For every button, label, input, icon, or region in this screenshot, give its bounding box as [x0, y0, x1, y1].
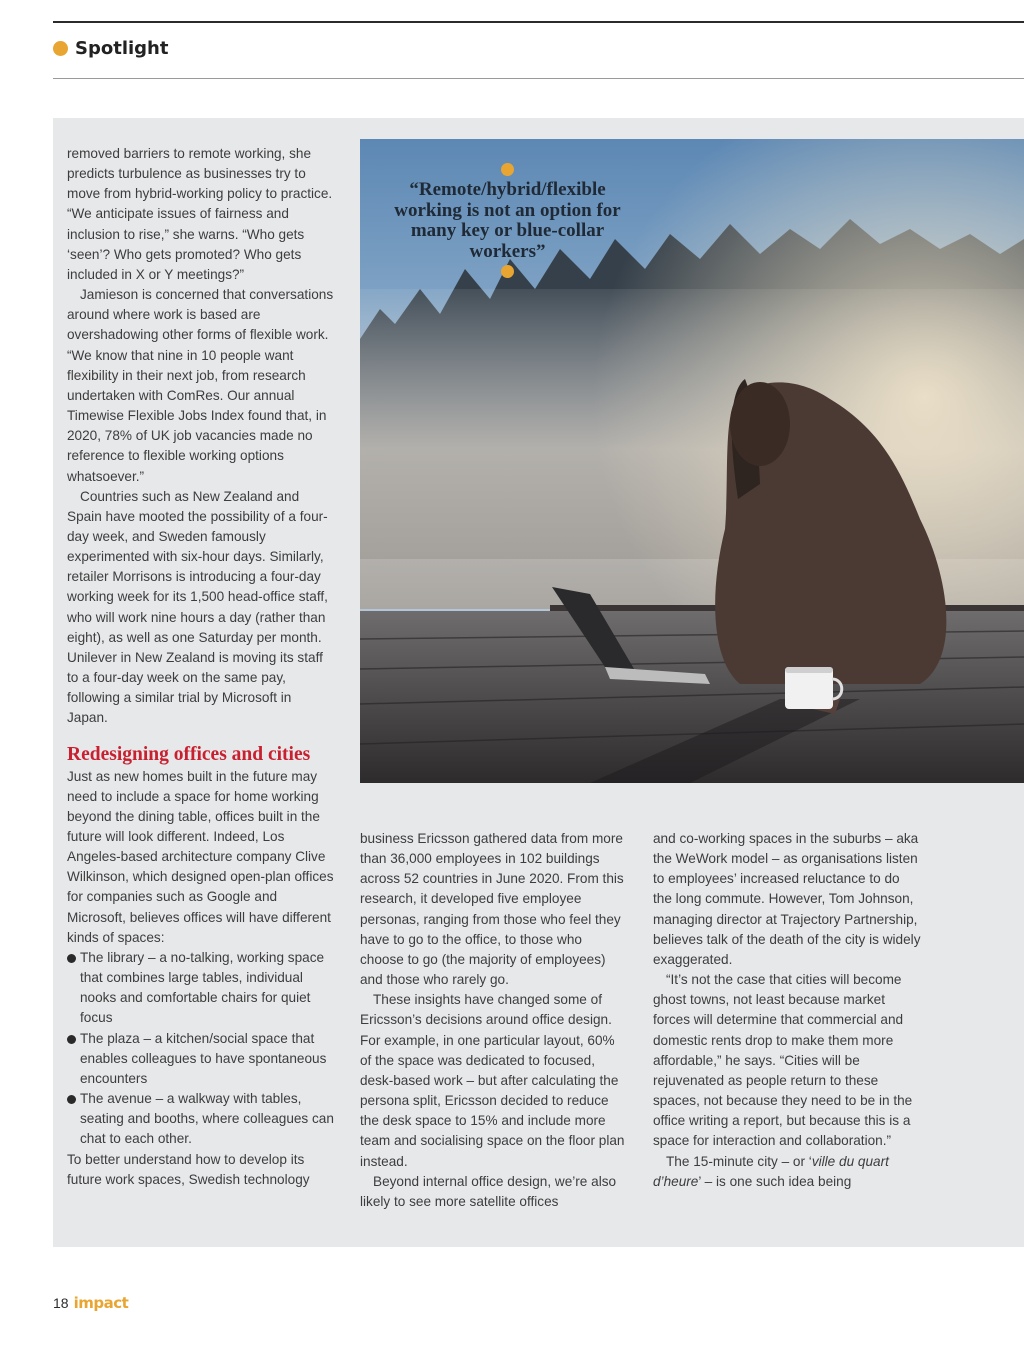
quote-dot-icon	[501, 265, 514, 278]
top-rule	[53, 21, 1024, 23]
page-footer	[53, 1294, 128, 1312]
bullet-item	[67, 948, 335, 1029]
paragraph: These insights have changed some of Ericsson’s decisions around office design. For example, in one particular layout, 60% of the space was dedicated to focused, desk-based work – but after calculating the persona split, Ericsson decided to reduce the desk space to 15% and include more team and socialising space on the floor plan instead.	[360, 992, 625, 1169]
section-dot-icon	[53, 41, 68, 56]
bullet-icon	[67, 1095, 76, 1104]
column-2	[360, 829, 628, 1212]
bullet-item	[67, 1089, 335, 1149]
text-run: The 15-minute city – or ‘	[666, 1153, 812, 1169]
column-3	[653, 829, 921, 1192]
paragraph: To better understand how to develop its future work spaces, Swedish technology	[67, 1151, 310, 1187]
paragraph: and co-working spaces in the suburbs – aka the WeWork model – as organisations listen to employees’ increased reluctance to do the long commute. However, Tom Johnson, managing director at Trajectory Partnership, believes talk of the death of the city is widely exaggerated.	[653, 831, 921, 967]
paragraph	[653, 1152, 921, 1192]
bullet-text: The plaza – a kitchen/social space that enables colleagues to have spontaneous encounters	[80, 1030, 327, 1086]
paragraph: business Ericsson gathered data from more than 36,000 employees in 102 buildings across 52 countries in June 2020. From this research, it developed five employee personas, ranging from those who feel they have to go to the office, to those who choose to go (the majority of employees) and those who rarely go.	[360, 831, 624, 988]
bullet-icon	[67, 954, 76, 963]
bullet-icon	[67, 1035, 76, 1044]
header-rule	[53, 78, 1024, 79]
pull-quote	[385, 163, 630, 278]
text-run-italic: ville du quart d’heure	[653, 1153, 889, 1189]
bullet-text: The library – a no-talking, working space that combines large tables, individual nooks and comfortable chairs for quiet focus	[80, 949, 325, 1026]
subheading: Redesigning offices and cities	[67, 743, 311, 765]
paragraph: Just as new homes built in the future may need to include a space for home working beyond the dining table, offices built in the future will look different. Indeed, Los Angeles-based architecture company Clive Wilkinson, which designed open-plan offices for companies such as Google and Microsoft, believes offices will have different kinds of spaces:	[67, 768, 334, 945]
pull-quote-text: “Remote/hybrid/flexible working is not an option for many key or blue-collar workers”	[394, 179, 621, 262]
paragraph: removed barriers to remote working, she predicts turbulence as businesses try to move from hybrid-working policy to practice. “We anticipate issues of fairness and inclusion to rise,” she warns. “Who gets ‘seen’? Who gets promoted? Who gets included in X or Y meetings?”	[67, 146, 333, 282]
page-number: 18	[53, 1295, 69, 1311]
column-1	[67, 144, 335, 1190]
section-title: Spotlight	[75, 38, 169, 59]
bullet-item	[67, 1029, 335, 1089]
bullet-text: The avenue – a walkway with tables, seating and booths, where colleagues can chat to each other.	[80, 1091, 334, 1147]
paragraph: “It’s not the case that cities will become ghost towns, not least because market forces will determine that commercial and domestic rents drop to make them more affordable,” he says. “Cities will be rejuvenated as people return to these spaces, not because they need to be in the office writing a report, but because this is a space for interaction and collaboration.”	[653, 972, 913, 1149]
section-header	[53, 38, 168, 59]
paragraph: Countries such as New Zealand and Spain have mooted the possibility of a four-day week, and Sweden famously experimented with six-hour days. Similarly, retailer Morrisons is introducing a four-day working week for its 1,500 head-office staff, who will work nine hours a day (rather than eight), as well as one Saturday per month. Unilever in New Zealand is moving its staff to a four-day week on the same pay, following a similar trial by Microsoft in Japan.	[67, 488, 328, 726]
text-run: ’ – is one such idea being	[698, 1173, 852, 1189]
brand-logo: impact	[73, 1294, 129, 1312]
quote-dot-icon	[501, 163, 514, 176]
paragraph: Jamieson is concerned that conversations around where work is based are overshadowing other forms of flexible work. “We know that nine in 10 people want flexibility in their next job, from research undertaken with ComRes. Our annual Timewise Flexible Jobs Index found that, in 2020, 78% of UK job vacancies made no reference to flexible working options whatsoever.”	[67, 287, 334, 484]
paragraph: Beyond internal office design, we’re also likely to see more satellite offices	[360, 1173, 617, 1209]
